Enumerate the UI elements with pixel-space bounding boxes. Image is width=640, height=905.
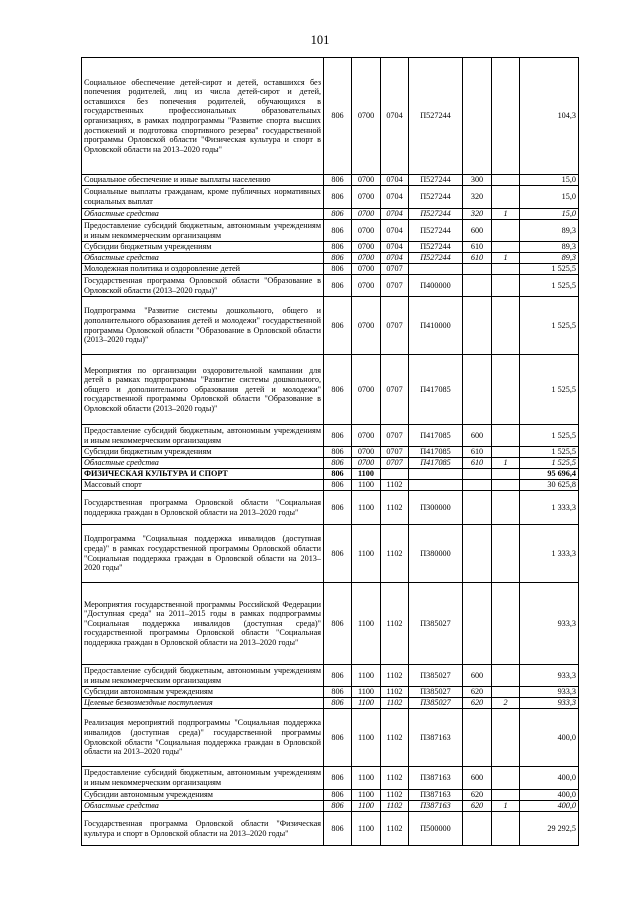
- amount: 30 625,8: [520, 480, 579, 491]
- subsection-code: 1102: [381, 709, 409, 767]
- amount: 933,3: [520, 698, 579, 709]
- amount: 15,0: [520, 175, 579, 186]
- row-description: Государственная программа Орловской области "Образование в Орловской области (2013–2020 годы)": [82, 275, 324, 297]
- table-row: [82, 812, 579, 846]
- subsection-code: 0707: [381, 355, 409, 425]
- target-article-code: П527244: [409, 242, 463, 253]
- expense-type-code: [463, 491, 492, 525]
- expense-type-code: 610: [463, 458, 492, 469]
- amount: 29 292,5: [520, 812, 579, 846]
- amount: 95 696,4: [520, 469, 579, 480]
- funding-source-code: [492, 812, 520, 846]
- table-row: [82, 175, 579, 186]
- amount: 1 525,5: [520, 355, 579, 425]
- funding-source-code: [492, 525, 520, 583]
- table-row: [82, 447, 579, 458]
- expense-type-code: 600: [463, 220, 492, 242]
- table-row: [82, 58, 579, 175]
- subsection-code: 0704: [381, 253, 409, 264]
- amount: 400,0: [520, 709, 579, 767]
- section-code: 0700: [352, 209, 381, 220]
- row-description: Субсидии автономным учреждениям: [82, 687, 324, 698]
- amount: 400,0: [520, 801, 579, 812]
- amount: 1 333,3: [520, 491, 579, 525]
- section-code: 1100: [352, 687, 381, 698]
- table-row: [82, 665, 579, 687]
- section-code: 1100: [352, 469, 381, 480]
- funding-source-code: 2: [492, 698, 520, 709]
- funding-source-code: 1: [492, 801, 520, 812]
- target-article-code: П385027: [409, 698, 463, 709]
- expense-type-code: [463, 480, 492, 491]
- target-article-code: П380000: [409, 525, 463, 583]
- row-description: Реализация мероприятий подпрограммы "Социальная поддержка инвалидов (доступная среда)" государственной программы Орловской области "Социальная поддержка граждан в Орловской области на 2013–2020 годы": [82, 709, 324, 767]
- target-article-code: П417085: [409, 355, 463, 425]
- section-code: 1100: [352, 583, 381, 665]
- section-code: 0700: [352, 220, 381, 242]
- table-row: [82, 458, 579, 469]
- expense-type-code: 610: [463, 447, 492, 458]
- budget-table: [81, 57, 579, 846]
- section-code: 0700: [352, 355, 381, 425]
- funding-source-code: [492, 583, 520, 665]
- funding-source-code: [492, 355, 520, 425]
- table-row: [82, 355, 579, 425]
- amount: 1 333,3: [520, 525, 579, 583]
- subsection-code: 0707: [381, 425, 409, 447]
- expense-type-code: [463, 355, 492, 425]
- row-description: Областные средства: [82, 801, 324, 812]
- section-code: 0700: [352, 186, 381, 209]
- grbs-code: 806: [324, 447, 352, 458]
- section-code: 0700: [352, 458, 381, 469]
- section-code: 1100: [352, 767, 381, 790]
- row-description: Субсидии автономным учреждениям: [82, 790, 324, 801]
- grbs-code: 806: [324, 665, 352, 687]
- funding-source-code: [492, 709, 520, 767]
- amount: 400,0: [520, 790, 579, 801]
- row-description: Государственная программа Орловской области "Физическая культура и спорт в Орловской области на 2013–2020 годы": [82, 812, 324, 846]
- table-row: [82, 186, 579, 209]
- subsection-code: 1102: [381, 801, 409, 812]
- grbs-code: 806: [324, 767, 352, 790]
- table-row: [82, 525, 579, 583]
- target-article-code: П410000: [409, 297, 463, 355]
- expense-type-code: [463, 469, 492, 480]
- row-description: Предоставление субсидий бюджетным, автономным учреждениям и иным некоммерческим организациям: [82, 220, 324, 242]
- table-row: [82, 264, 579, 275]
- funding-source-code: [492, 220, 520, 242]
- subsection-code: 1102: [381, 687, 409, 698]
- amount: 933,3: [520, 665, 579, 687]
- grbs-code: 806: [324, 583, 352, 665]
- grbs-code: 806: [324, 709, 352, 767]
- funding-source-code: [492, 767, 520, 790]
- funding-source-code: [492, 264, 520, 275]
- section-code: 0700: [352, 242, 381, 253]
- funding-source-code: [492, 275, 520, 297]
- section-code: 0700: [352, 297, 381, 355]
- table-row: [82, 491, 579, 525]
- expense-type-code: [463, 709, 492, 767]
- funding-source-code: [492, 175, 520, 186]
- section-code: 1100: [352, 491, 381, 525]
- row-description: Предоставление субсидий бюджетным, автономным учреждениям и иным некоммерческим организациям: [82, 767, 324, 790]
- table-row: [82, 242, 579, 253]
- target-article-code: П417085: [409, 425, 463, 447]
- funding-source-code: 1: [492, 253, 520, 264]
- table-body: [82, 58, 579, 846]
- amount: 104,3: [520, 58, 579, 175]
- section-code: 0700: [352, 447, 381, 458]
- row-description: Подпрограмма "Социальная поддержка инвалидов (доступная среда)" в рамках государственной программы Орловской области "Социальная поддержка граждан в Орловской области на 2013–2020 годы": [82, 525, 324, 583]
- table-row: [82, 583, 579, 665]
- section-code: 1100: [352, 790, 381, 801]
- subsection-code: 1102: [381, 525, 409, 583]
- table-row: [82, 425, 579, 447]
- subsection-code: 1102: [381, 812, 409, 846]
- expense-type-code: [463, 264, 492, 275]
- section-code: 1100: [352, 480, 381, 491]
- section-code: 0700: [352, 264, 381, 275]
- target-article-code: П527244: [409, 58, 463, 175]
- table-row: [82, 801, 579, 812]
- table-row: [82, 687, 579, 698]
- target-article-code: П527244: [409, 209, 463, 220]
- row-description: Подпрограмма "Развитие системы дошкольного, общего и дополнительного образования детей и молодежи" государственной программы Орловской области "Образование в Орловской области (2013–2020 годы)": [82, 297, 324, 355]
- grbs-code: 806: [324, 186, 352, 209]
- target-article-code: П387163: [409, 709, 463, 767]
- table-row: [82, 209, 579, 220]
- row-description: Социальное обеспечение детей-сирот и детей, оставшихся без попечения родителей, лиц из числа детей-сирот и детей, оставшихся без попечения родителей, обучающихся в государственных профессиональных образовательных организациях, в рамках подпрограммы "Развитие спорта высших достижений и подготовка спортивного резерва" государственной программы Орловской области "Физическая культура и спорт в Орловской области на 2013–2020 годы": [82, 58, 324, 175]
- amount: 1 525,5: [520, 275, 579, 297]
- target-article-code: П387163: [409, 801, 463, 812]
- row-description: Массовый спорт: [82, 480, 324, 491]
- funding-source-code: [492, 687, 520, 698]
- grbs-code: 806: [324, 58, 352, 175]
- grbs-code: 806: [324, 264, 352, 275]
- row-description: Предоставление субсидий бюджетным, автономным учреждениям и иным некоммерческим организациям: [82, 425, 324, 447]
- grbs-code: 806: [324, 355, 352, 425]
- grbs-code: 806: [324, 253, 352, 264]
- grbs-code: 806: [324, 687, 352, 698]
- subsection-code: 0707: [381, 447, 409, 458]
- row-description: Мероприятия по организации оздоровительной кампании для детей в рамках подпрограммы "Развитие системы дошкольного, общего и дополнительного образования детей и молодежи" государственной программы Орловской области "Образование в Орловской области (2013–2020 годы)": [82, 355, 324, 425]
- row-description: Областные средства: [82, 253, 324, 264]
- amount: 15,0: [520, 209, 579, 220]
- row-description: Субсидии бюджетным учреждениям: [82, 447, 324, 458]
- section-code: 1100: [352, 801, 381, 812]
- subsection-code: 0707: [381, 264, 409, 275]
- amount: 89,3: [520, 253, 579, 264]
- funding-source-code: [492, 58, 520, 175]
- amount: 1 525,5: [520, 425, 579, 447]
- page-number: 101: [310, 33, 330, 47]
- target-article-code: П400000: [409, 275, 463, 297]
- section-code: 1100: [352, 709, 381, 767]
- grbs-code: 806: [324, 812, 352, 846]
- target-article-code: П500000: [409, 812, 463, 846]
- subsection-code: 0704: [381, 209, 409, 220]
- row-description: Областные средства: [82, 458, 324, 469]
- amount: 1 525,5: [520, 458, 579, 469]
- target-article-code: П387163: [409, 790, 463, 801]
- row-description: Областные средства: [82, 209, 324, 220]
- subsection-code: 1102: [381, 583, 409, 665]
- subsection-code: 0704: [381, 58, 409, 175]
- section-code: 1100: [352, 665, 381, 687]
- target-article-code: П527244: [409, 220, 463, 242]
- grbs-code: 806: [324, 242, 352, 253]
- row-description: Целевые безвозмездные поступления: [82, 698, 324, 709]
- section-code: 0700: [352, 425, 381, 447]
- grbs-code: 806: [324, 297, 352, 355]
- expense-type-code: [463, 812, 492, 846]
- table-row: [82, 480, 579, 491]
- grbs-code: 806: [324, 209, 352, 220]
- subsection-code: 1102: [381, 698, 409, 709]
- expense-type-code: [463, 58, 492, 175]
- section-code: 1100: [352, 525, 381, 583]
- expense-type-code: 600: [463, 425, 492, 447]
- amount: 933,3: [520, 687, 579, 698]
- section-code: 1100: [352, 812, 381, 846]
- section-code: 0700: [352, 253, 381, 264]
- row-description: Предоставление субсидий бюджетным, автономным учреждениям и иным некоммерческим организациям: [82, 665, 324, 687]
- funding-source-code: [492, 447, 520, 458]
- grbs-code: 806: [324, 220, 352, 242]
- subsection-code: [381, 469, 409, 480]
- target-article-code: П387163: [409, 767, 463, 790]
- subsection-code: 0707: [381, 297, 409, 355]
- section-code: 0700: [352, 58, 381, 175]
- row-description: Социальное обеспечение и иные выплаты населению: [82, 175, 324, 186]
- subsection-code: 0704: [381, 242, 409, 253]
- amount: 400,0: [520, 767, 579, 790]
- funding-source-code: [492, 790, 520, 801]
- amount: 89,3: [520, 242, 579, 253]
- target-article-code: П385027: [409, 687, 463, 698]
- table-row: [82, 698, 579, 709]
- funding-source-code: 1: [492, 458, 520, 469]
- target-article-code: П300000: [409, 491, 463, 525]
- grbs-code: 806: [324, 525, 352, 583]
- grbs-code: 806: [324, 275, 352, 297]
- target-article-code: П527244: [409, 186, 463, 209]
- grbs-code: 806: [324, 480, 352, 491]
- amount: 89,3: [520, 220, 579, 242]
- expense-type-code: 600: [463, 665, 492, 687]
- target-article-code: П527244: [409, 253, 463, 264]
- grbs-code: 806: [324, 790, 352, 801]
- target-article-code: П417085: [409, 458, 463, 469]
- funding-source-code: [492, 491, 520, 525]
- table-row: [82, 275, 579, 297]
- funding-source-code: [492, 665, 520, 687]
- row-description: ФИЗИЧЕСКАЯ КУЛЬТУРА И СПОРТ: [82, 469, 324, 480]
- target-article-code: [409, 480, 463, 491]
- subsection-code: 1102: [381, 491, 409, 525]
- table-row: [82, 253, 579, 264]
- expense-type-code: 620: [463, 790, 492, 801]
- expense-type-code: 320: [463, 186, 492, 209]
- section-code: 0700: [352, 175, 381, 186]
- amount: 15,0: [520, 186, 579, 209]
- expense-type-code: 600: [463, 767, 492, 790]
- funding-source-code: [492, 469, 520, 480]
- subsection-code: 0704: [381, 175, 409, 186]
- expense-type-code: 620: [463, 801, 492, 812]
- funding-source-code: [492, 242, 520, 253]
- grbs-code: 806: [324, 491, 352, 525]
- row-description: Субсидии бюджетным учреждениям: [82, 242, 324, 253]
- grbs-code: 806: [324, 425, 352, 447]
- table-row: [82, 790, 579, 801]
- amount: 1 525,5: [520, 447, 579, 458]
- target-article-code: П417085: [409, 447, 463, 458]
- subsection-code: 1102: [381, 790, 409, 801]
- subsection-code: 1102: [381, 480, 409, 491]
- funding-source-code: [492, 297, 520, 355]
- grbs-code: 806: [324, 801, 352, 812]
- section-code: 1100: [352, 698, 381, 709]
- expense-type-code: 320: [463, 209, 492, 220]
- row-description: Молодежная политика и оздоровление детей: [82, 264, 324, 275]
- target-article-code: П385027: [409, 583, 463, 665]
- expense-type-code: [463, 525, 492, 583]
- subsection-code: 0704: [381, 220, 409, 242]
- subsection-code: 1102: [381, 767, 409, 790]
- expense-type-code: 300: [463, 175, 492, 186]
- row-description: Государственная программа Орловской области "Социальная поддержка граждан в Орловской области на 2013–2020 годы": [82, 491, 324, 525]
- expense-type-code: 610: [463, 242, 492, 253]
- expense-type-code: 620: [463, 698, 492, 709]
- table-row: [82, 220, 579, 242]
- funding-source-code: [492, 425, 520, 447]
- target-article-code: П527244: [409, 175, 463, 186]
- table-row: [82, 767, 579, 790]
- expense-type-code: 610: [463, 253, 492, 264]
- target-article-code: [409, 469, 463, 480]
- subsection-code: 0707: [381, 275, 409, 297]
- subsection-code: 0707: [381, 458, 409, 469]
- target-article-code: [409, 264, 463, 275]
- subsection-code: 0704: [381, 186, 409, 209]
- target-article-code: П385027: [409, 665, 463, 687]
- expense-type-code: 620: [463, 687, 492, 698]
- row-description: Мероприятия государственной программы Российской Федерации "Доступная среда" на 2011–2015 годы в рамках подпрограммы "Социальная поддержка инвалидов (доступная среда)" государственной программы Орловской области "Социальная поддержка граждан в Орловской области на 2013–2020 годы": [82, 583, 324, 665]
- grbs-code: 806: [324, 469, 352, 480]
- amount: 1 525,5: [520, 297, 579, 355]
- funding-source-code: [492, 480, 520, 491]
- section-code: 0700: [352, 275, 381, 297]
- amount: 1 525,5: [520, 264, 579, 275]
- amount: 933,3: [520, 583, 579, 665]
- table-row: [82, 469, 579, 480]
- expense-type-code: [463, 583, 492, 665]
- expense-type-code: [463, 275, 492, 297]
- funding-source-code: [492, 186, 520, 209]
- subsection-code: 1102: [381, 665, 409, 687]
- grbs-code: 806: [324, 458, 352, 469]
- row-description: Социальные выплаты гражданам, кроме публичных нормативных социальных выплат: [82, 186, 324, 209]
- grbs-code: 806: [324, 175, 352, 186]
- funding-source-code: 1: [492, 209, 520, 220]
- grbs-code: 806: [324, 698, 352, 709]
- table-row: [82, 709, 579, 767]
- expense-type-code: [463, 297, 492, 355]
- table-row: [82, 297, 579, 355]
